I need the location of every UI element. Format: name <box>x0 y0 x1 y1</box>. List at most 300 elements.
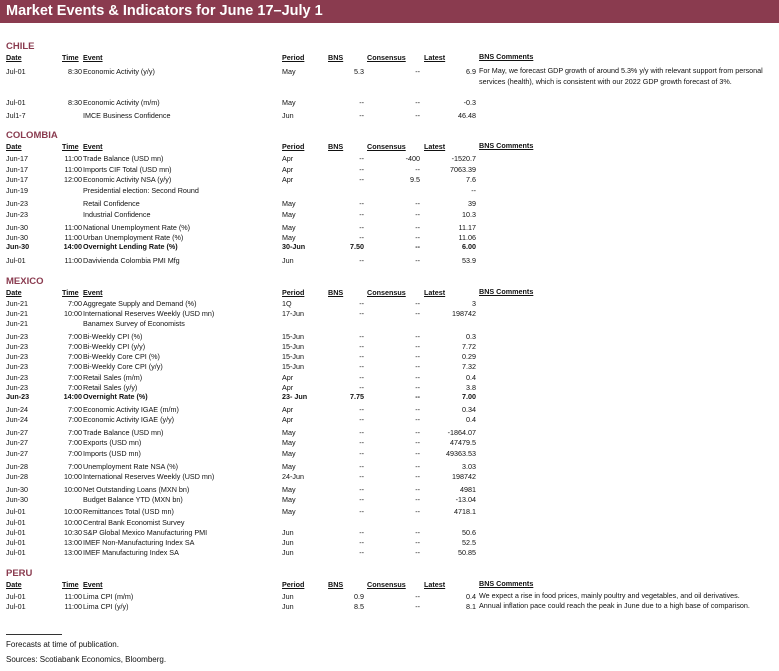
cell-period: Jun <box>282 256 294 265</box>
cell-time: 11:00 <box>64 154 82 163</box>
cell-event: IMEF Non-Manufacturing Index SA <box>83 538 195 547</box>
cell-period: Jun <box>282 528 294 537</box>
header-comments: BNS Comments <box>479 52 534 61</box>
cell-date: Jul-01 <box>6 256 26 265</box>
cell-period: May <box>282 67 296 76</box>
header-date: Date <box>6 288 22 297</box>
cell-latest: 7.32 <box>462 362 476 371</box>
cell-latest: 50.85 <box>458 548 476 557</box>
cell-consensus: -- <box>415 233 420 242</box>
cell-latest: 46.48 <box>458 111 476 120</box>
cell-date: Jun-27 <box>6 449 28 458</box>
cell-date: Jun-21 <box>6 309 28 318</box>
column-headers <box>0 287 779 298</box>
cell-time: 7:00 <box>68 405 82 414</box>
header-comments: BNS Comments <box>479 579 534 588</box>
cell-latest: 4981 <box>460 485 476 494</box>
cell-event: Economic Activity (m/m) <box>83 98 160 107</box>
header-period: Period <box>282 53 305 62</box>
cell-bns: -- <box>359 472 364 481</box>
header-bns: BNS <box>328 580 344 589</box>
cell-date: Jun-30 <box>6 485 28 494</box>
cell-event: Retail Confidence <box>83 199 140 208</box>
cell-event: Imports CIF Total (USD mn) <box>83 165 172 174</box>
cell-bns: -- <box>359 507 364 516</box>
cell-consensus: -- <box>415 507 420 516</box>
cell-latest: 3.8 <box>466 383 476 392</box>
table-row <box>0 209 779 220</box>
cell-bns: 7.50 <box>350 242 364 251</box>
cell-latest: -1520.7 <box>451 154 476 163</box>
header-bns: BNS <box>328 53 344 62</box>
header-bns: BNS <box>328 288 344 297</box>
cell-event: National Unemployment Rate (%) <box>83 223 191 232</box>
cell-period: May <box>282 233 296 242</box>
cell-bns: -- <box>359 462 364 471</box>
cell-date: Jun-23 <box>6 352 28 361</box>
cell-date: Jun-30 <box>6 223 28 232</box>
cell-time: 12:00 <box>64 175 82 184</box>
cell-time: 7:00 <box>68 449 82 458</box>
cell-consensus: -- <box>415 495 420 504</box>
cell-time: 10:00 <box>64 485 82 494</box>
header-time: Time <box>62 53 79 62</box>
cell-bns: -- <box>359 165 364 174</box>
header-time: Time <box>62 580 79 589</box>
cell-period: May <box>282 199 296 208</box>
cell-period: Jun <box>282 602 294 611</box>
table-row <box>0 448 779 459</box>
cell-time: 10:00 <box>64 472 82 481</box>
table-row <box>0 174 779 185</box>
table-row <box>0 97 779 108</box>
cell-consensus: -- <box>415 392 420 401</box>
cell-date: Jul-01 <box>6 548 26 557</box>
cell-bns: -- <box>359 199 364 208</box>
header-latest: Latest <box>424 580 446 589</box>
table-row <box>0 318 779 329</box>
cell-consensus: -- <box>415 242 420 251</box>
cell-bns: -- <box>359 538 364 547</box>
cell-event: Bi-Weekly CPI (y/y) <box>83 342 146 351</box>
cell-latest: -13.04 <box>455 495 476 504</box>
cell-latest: 10.3 <box>462 210 476 219</box>
cell-event: Overnight Lending Rate (%) <box>83 242 178 251</box>
header-event: Event <box>83 142 103 151</box>
table-row <box>0 241 779 252</box>
cell-latest: 6.00 <box>462 242 476 251</box>
cell-date: Jun-23 <box>6 342 28 351</box>
cell-period: Apr <box>282 175 294 184</box>
cell-date: Jul1-7 <box>6 111 26 120</box>
cell-bns: -- <box>359 332 364 341</box>
cell-latest: 7063.39 <box>450 165 476 174</box>
cell-period: May <box>282 449 296 458</box>
cell-consensus: -- <box>415 383 420 392</box>
column-headers <box>0 141 779 152</box>
cell-comment: Annual inflation pace could reach the peak in June due to a high base of comparison. <box>479 601 750 610</box>
header-date: Date <box>6 580 22 589</box>
header-period: Period <box>282 142 305 151</box>
section-title-peru: PERU <box>6 568 33 579</box>
cell-time: 11:00 <box>64 233 82 242</box>
cell-event: Economic Activity NSA (y/y) <box>83 175 172 184</box>
cell-event: Aggregate Supply and Demand (%) <box>83 299 197 308</box>
cell-consensus: -- <box>415 592 420 601</box>
cell-bns: -- <box>359 309 364 318</box>
cell-time: 7:00 <box>68 428 82 437</box>
cell-event: Remittances Total (USD mn) <box>83 507 174 516</box>
cell-consensus: -- <box>415 472 420 481</box>
cell-date: Jul-01 <box>6 592 26 601</box>
cell-period: Apr <box>282 373 294 382</box>
cell-consensus: -- <box>415 405 420 414</box>
cell-period: Apr <box>282 165 294 174</box>
cell-consensus: -- <box>415 199 420 208</box>
cell-date: Jul-01 <box>6 507 26 516</box>
cell-comment: We expect a rise in food prices, mainly poultry and vegetables, and oil derivatives. <box>479 591 740 600</box>
cell-latest: 11.06 <box>458 233 476 242</box>
cell-event: Unemployment Rate NSA (%) <box>83 462 179 471</box>
cell-date: Jun-23 <box>6 199 28 208</box>
cell-time: 7:00 <box>68 342 82 351</box>
cell-period: May <box>282 507 296 516</box>
cell-event: Trade Balance (USD mn) <box>83 428 164 437</box>
cell-bns: -- <box>359 362 364 371</box>
cell-consensus: -- <box>415 602 420 611</box>
cell-latest: 53.9 <box>462 256 476 265</box>
cell-period: May <box>282 98 296 107</box>
cell-latest: 0.4 <box>466 373 476 382</box>
cell-period: 24-Jun <box>282 472 304 481</box>
cell-comment: For May, we forecast GDP growth of around 5.3% y/y with relevant support from personal services (health), which is consistent with our 2022 GDP growth forecast of 3%. <box>479 66 763 86</box>
cell-consensus: -400 <box>405 154 420 163</box>
cell-period: Apr <box>282 154 294 163</box>
cell-date: Jul-01 <box>6 98 26 107</box>
cell-period: May <box>282 495 296 504</box>
cell-bns: 0.9 <box>354 592 364 601</box>
cell-latest: 7.6 <box>466 175 476 184</box>
cell-date: Jun-23 <box>6 362 28 371</box>
cell-time: 13:00 <box>64 538 82 547</box>
cell-consensus: -- <box>415 352 420 361</box>
table-row <box>0 494 779 505</box>
footnote-forecasts: Forecasts at time of publication. <box>6 640 119 649</box>
cell-latest: 0.34 <box>462 405 476 414</box>
cell-event: Davivienda Colombia PMI Mfg <box>83 256 180 265</box>
cell-latest: 7.00 <box>462 392 476 401</box>
cell-date: Jun-23 <box>6 373 28 382</box>
cell-event: International Reserves Weekly (USD mn) <box>83 309 215 318</box>
table-row <box>0 437 779 448</box>
cell-event: Exports (USD mn) <box>83 438 142 447</box>
cell-latest: 0.29 <box>462 352 476 361</box>
section-title-chile: CHILE <box>6 41 35 52</box>
cell-period: May <box>282 210 296 219</box>
table-row <box>0 153 779 164</box>
cell-time: 8:30 <box>68 98 82 107</box>
cell-bns: -- <box>359 528 364 537</box>
cell-bns: -- <box>359 154 364 163</box>
footnote-sources: Sources: Scotiabank Economics, Bloomberg. <box>6 655 167 664</box>
cell-time: 10:00 <box>64 309 82 318</box>
header-consensus: Consensus <box>367 288 406 297</box>
cell-bns: -- <box>359 415 364 424</box>
cell-period: 30-Jun <box>282 242 306 251</box>
cell-latest: 198742 <box>452 309 476 318</box>
header-period: Period <box>282 288 305 297</box>
cell-latest: 49363.53 <box>446 449 476 458</box>
cell-period: May <box>282 438 296 447</box>
cell-time: 11:00 <box>64 256 82 265</box>
cell-date: Jun-28 <box>6 462 28 471</box>
header-consensus: Consensus <box>367 53 406 62</box>
header-latest: Latest <box>424 142 446 151</box>
cell-period: Jun <box>282 538 294 547</box>
cell-latest: 8.1 <box>466 602 476 611</box>
cell-latest: -1864.07 <box>447 428 476 437</box>
table-row <box>0 255 779 266</box>
cell-time: 7:00 <box>68 415 82 424</box>
cell-event: Banamex Survey of Economists <box>83 319 185 328</box>
cell-time: 11:00 <box>64 602 82 611</box>
cell-date: Jun-19 <box>6 186 28 195</box>
cell-consensus: -- <box>415 373 420 382</box>
table-row <box>0 471 779 482</box>
cell-date: Jul-01 <box>6 538 26 547</box>
cell-date: Jul-01 <box>6 67 26 76</box>
cell-consensus: -- <box>415 485 420 494</box>
cell-event: Trade Balance (USD mn) <box>83 154 164 163</box>
cell-consensus: -- <box>415 438 420 447</box>
cell-latest: 0.4 <box>466 592 476 601</box>
cell-time: 7:00 <box>68 299 82 308</box>
cell-date: Jun-28 <box>6 472 28 481</box>
cell-time: 10:30 <box>64 528 82 537</box>
cell-period: 15-Jun <box>282 342 304 351</box>
cell-date: Jun-30 <box>6 242 30 251</box>
cell-time: 7:00 <box>68 383 82 392</box>
cell-period: May <box>282 428 296 437</box>
header-period: Period <box>282 580 305 589</box>
header-consensus: Consensus <box>367 580 406 589</box>
cell-event: Industrial Confidence <box>83 210 151 219</box>
cell-date: Jun-21 <box>6 319 28 328</box>
cell-bns: -- <box>359 223 364 232</box>
cell-time: 14:00 <box>63 242 82 251</box>
cell-date: Jun-27 <box>6 428 28 437</box>
cell-consensus: -- <box>415 256 420 265</box>
cell-latest: 50.6 <box>462 528 476 537</box>
cell-time: 7:00 <box>68 332 82 341</box>
table-row <box>0 185 779 196</box>
cell-consensus: -- <box>415 428 420 437</box>
cell-time: 11:00 <box>64 223 82 232</box>
header-date: Date <box>6 53 22 62</box>
cell-period: May <box>282 223 296 232</box>
header-event: Event <box>83 580 103 589</box>
cell-bns: -- <box>359 256 364 265</box>
cell-time: 7:00 <box>68 352 82 361</box>
column-headers <box>0 579 779 590</box>
cell-consensus: -- <box>415 342 420 351</box>
cell-consensus: -- <box>415 98 420 107</box>
cell-event: Presidential election: Second Round <box>83 186 199 195</box>
cell-bns: -- <box>359 175 364 184</box>
header-date: Date <box>6 142 22 151</box>
cell-consensus: -- <box>415 223 420 232</box>
cell-event: IMEF Manufacturing Index SA <box>83 548 179 557</box>
cell-date: Jun-27 <box>6 438 28 447</box>
table-row <box>0 361 779 372</box>
cell-bns: -- <box>359 438 364 447</box>
cell-time: 10:00 <box>64 518 82 527</box>
cell-bns: -- <box>359 342 364 351</box>
cell-period: 15-Jun <box>282 362 304 371</box>
cell-bns: -- <box>359 383 364 392</box>
cell-consensus: -- <box>415 449 420 458</box>
section-title-colombia: COLOMBIA <box>6 130 58 141</box>
cell-period: Jun <box>282 548 294 557</box>
cell-consensus: -- <box>415 67 420 76</box>
cell-event: Economic Activity IGAE (y/y) <box>83 415 175 424</box>
cell-latest: 3.03 <box>462 462 476 471</box>
cell-date: Jun-21 <box>6 299 28 308</box>
page-title: Market Events & Indicators for June 17–July 1 <box>0 0 779 23</box>
cell-event: International Reserves Weekly (USD mn) <box>83 472 215 481</box>
cell-date: Jun-24 <box>6 415 28 424</box>
cell-bns: -- <box>359 373 364 382</box>
cell-bns: -- <box>359 98 364 107</box>
table-row <box>0 391 779 402</box>
table-row <box>0 66 779 86</box>
cell-latest: -- <box>471 186 476 195</box>
cell-latest: -0.3 <box>463 98 476 107</box>
cell-period: 1Q <box>282 299 292 308</box>
cell-latest: 52.5 <box>462 538 476 547</box>
cell-latest: 0.4 <box>466 415 476 424</box>
cell-time: 13:00 <box>64 548 82 557</box>
cell-bns: 5.3 <box>354 67 364 76</box>
header-time: Time <box>62 142 79 151</box>
cell-date: Jul-01 <box>6 602 26 611</box>
header-time: Time <box>62 288 79 297</box>
cell-time: 7:00 <box>68 373 82 382</box>
table-row <box>0 601 779 612</box>
cell-consensus: -- <box>415 528 420 537</box>
cell-bns: -- <box>359 111 364 120</box>
cell-time: 7:00 <box>68 362 82 371</box>
cell-date: Jun-30 <box>6 233 28 242</box>
cell-period: 17-Jun <box>282 309 304 318</box>
cell-period: May <box>282 462 296 471</box>
cell-consensus: -- <box>415 548 420 557</box>
cell-consensus: -- <box>415 165 420 174</box>
table-row <box>0 547 779 558</box>
cell-bns: -- <box>359 495 364 504</box>
cell-event: Retail Sales (y/y) <box>83 383 138 392</box>
cell-latest: 39 <box>468 199 476 208</box>
cell-bns: -- <box>359 299 364 308</box>
cell-bns: -- <box>359 449 364 458</box>
cell-time: 11:00 <box>64 165 82 174</box>
cell-event: Overnight Rate (%) <box>83 392 148 401</box>
cell-bns: 8.5 <box>354 602 364 611</box>
cell-bns: -- <box>359 548 364 557</box>
header-event: Event <box>83 288 103 297</box>
cell-latest: 4718.1 <box>454 507 476 516</box>
cell-bns: -- <box>359 428 364 437</box>
cell-period: Apr <box>282 415 294 424</box>
cell-event: Urban Unemployment Rate (%) <box>83 233 184 242</box>
cell-date: Jun-17 <box>6 154 28 163</box>
cell-consensus: 9.5 <box>410 175 420 184</box>
cell-consensus: -- <box>415 299 420 308</box>
cell-time: 7:00 <box>68 438 82 447</box>
cell-event: S&P Global Mexico Manufacturing PMI <box>83 528 208 537</box>
cell-period: Apr <box>282 405 294 414</box>
header-event: Event <box>83 53 103 62</box>
cell-date: Jun-30 <box>6 495 28 504</box>
header-consensus: Consensus <box>367 142 406 151</box>
cell-period: May <box>282 485 296 494</box>
cell-latest: 6.9 <box>466 67 476 76</box>
cell-consensus: -- <box>415 111 420 120</box>
column-headers <box>0 52 779 63</box>
header-comments: BNS Comments <box>479 141 534 150</box>
cell-time: 14:00 <box>63 392 82 401</box>
cell-event: Bi-Weekly CPI (%) <box>83 332 143 341</box>
cell-date: Jun-23 <box>6 392 30 401</box>
cell-latest: 7.72 <box>462 342 476 351</box>
cell-event: Lima CPI (m/m) <box>83 592 134 601</box>
cell-time: 8:30 <box>68 67 82 76</box>
cell-consensus: -- <box>415 362 420 371</box>
cell-time: 7:00 <box>68 462 82 471</box>
cell-event: Economic Activity (y/y) <box>83 67 155 76</box>
header-latest: Latest <box>424 288 446 297</box>
cell-time: 10:00 <box>64 507 82 516</box>
cell-bns: -- <box>359 210 364 219</box>
header-comments: BNS Comments <box>479 287 534 296</box>
cell-date: Jun-23 <box>6 210 28 219</box>
cell-event: Central Bank Economist Survey <box>83 518 185 527</box>
cell-event: Net Outstanding Loans (MXN bn) <box>83 485 190 494</box>
section-title-mexico: MEXICO <box>6 276 44 287</box>
cell-latest: 11.17 <box>458 223 476 232</box>
cell-consensus: -- <box>415 538 420 547</box>
table-row <box>0 414 779 425</box>
cell-bns: -- <box>359 233 364 242</box>
cell-period: 15-Jun <box>282 332 304 341</box>
table-row <box>0 506 779 517</box>
cell-period: Jun <box>282 592 294 601</box>
cell-bns: 7.75 <box>350 392 364 401</box>
cell-date: Jun-23 <box>6 332 28 341</box>
cell-event: Bi-Weekly Core CPI (y/y) <box>83 362 163 371</box>
cell-period: 15-Jun <box>282 352 304 361</box>
footnote-divider <box>6 634 62 635</box>
cell-date: Jul-01 <box>6 528 26 537</box>
cell-event: IMCE Business Confidence <box>83 111 171 120</box>
cell-date: Jun-17 <box>6 175 28 184</box>
cell-bns: -- <box>359 352 364 361</box>
cell-event: Retail Sales (m/m) <box>83 373 143 382</box>
cell-consensus: -- <box>415 332 420 341</box>
table-row <box>0 198 779 209</box>
cell-event: Lima CPI (y/y) <box>83 602 129 611</box>
cell-bns: -- <box>359 405 364 414</box>
